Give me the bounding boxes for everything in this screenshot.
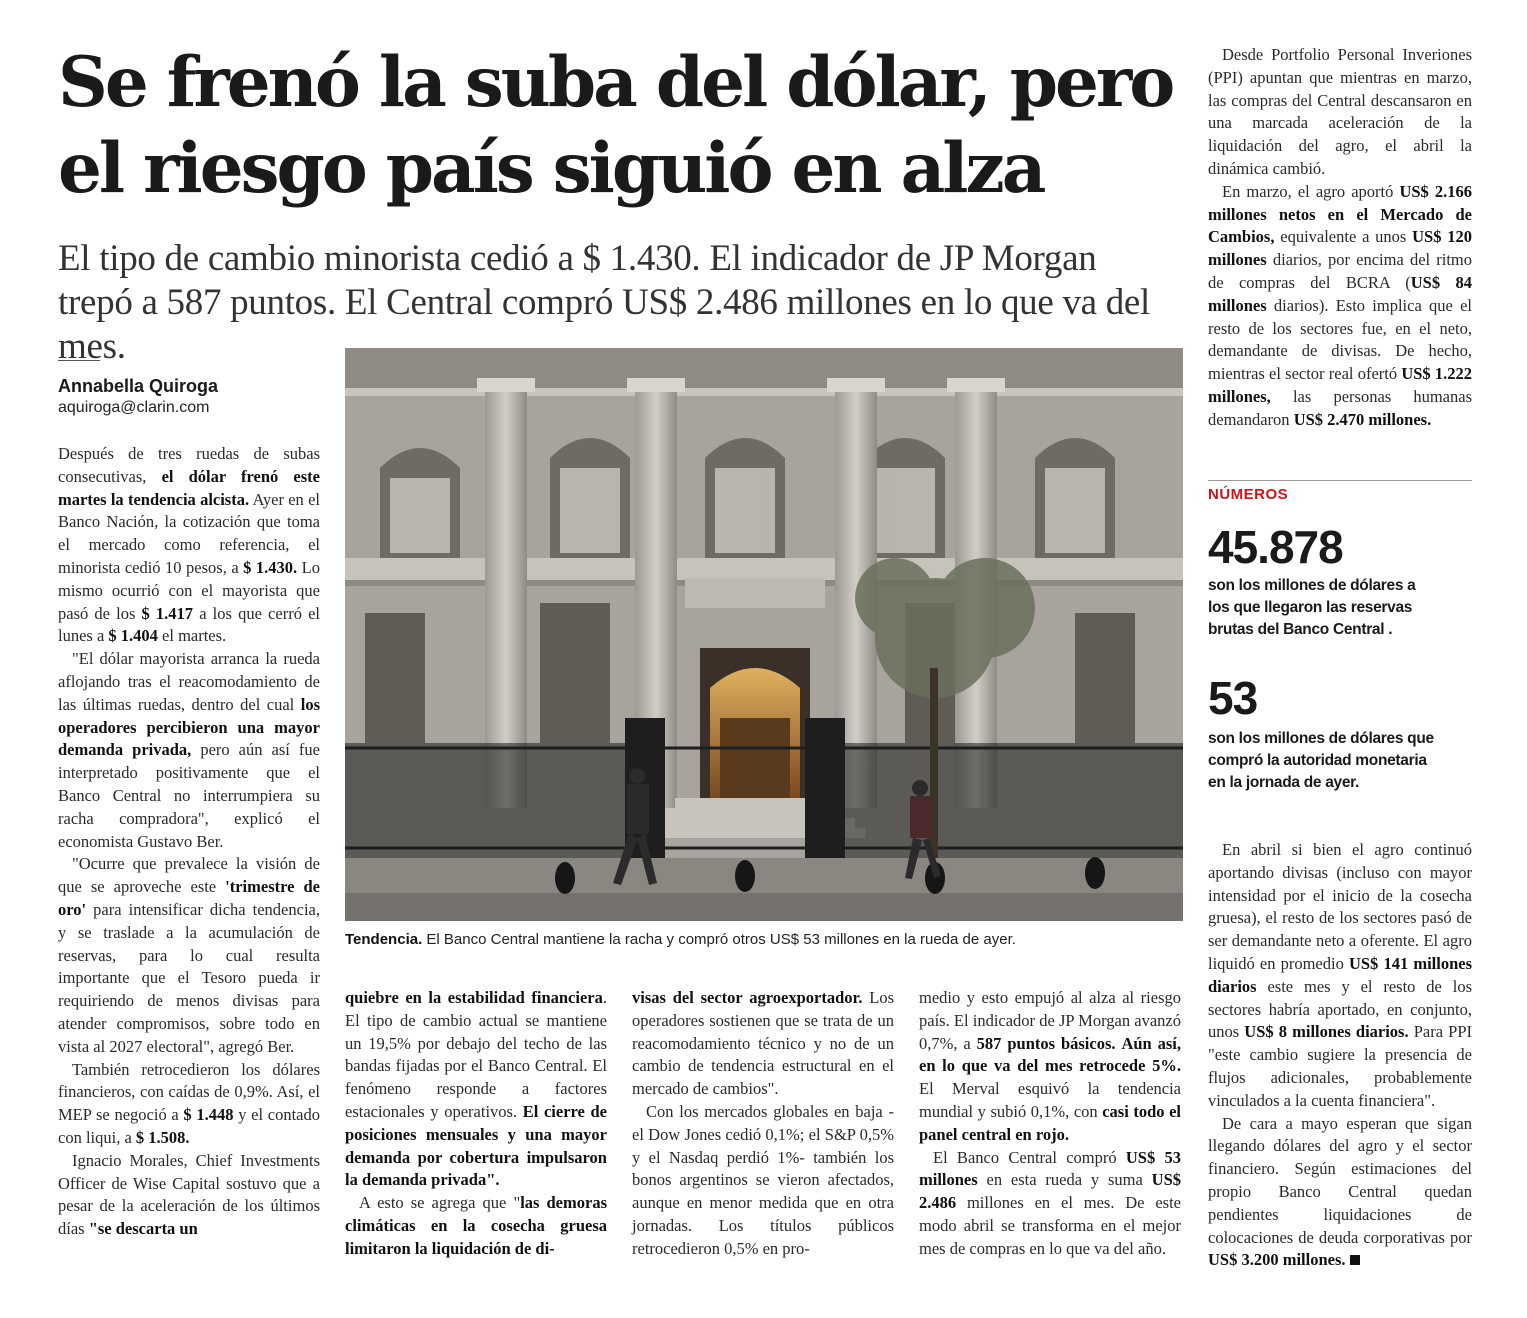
bold-text: US$ 84 millones: [1208, 272, 1472, 315]
bold-text: $ 1.417: [141, 603, 194, 623]
text-run: Ignacio Morales, Chief Investments Officer de Wise Capital sostuvo que a pesar de la aceleración de los últimos días: [58, 1150, 320, 1239]
paragraph: [632, 1101, 894, 1261]
text-run: el martes.: [157, 626, 227, 646]
bold-text: visas del sector agroexportador.: [632, 988, 863, 1007]
numero-desc-1: son los millones de dólares a los que llegaron las reservas brutas del Banco Central .: [1208, 577, 1416, 638]
text-run: para intensificar dicha tendencia, y se traslade a la acumulación de reservas, para lo cual resulta importante que el Tesoro pueda ir requiriendo de menos divisas para atender compromisos, sobre todo en vista al 2027 electoral", agregó Ber.: [58, 899, 320, 1056]
bold-text: los operadores percibieron una mayor demanda privada,: [58, 694, 320, 760]
bold-text: US$ 1.222 millones,: [1208, 364, 1472, 406]
byline-rule: [58, 360, 100, 361]
caption-label: Tendencia.: [345, 931, 423, 948]
text-run: millones en el mes. De este modo abril se transforma en el mejor mes de compras en lo que va del año.: [919, 1193, 1181, 1258]
numero-value-1: 45.878: [1208, 521, 1343, 573]
text-run: diarios, por encima del ritmo de compras del BCRA (: [1208, 250, 1472, 292]
paragraph: [1208, 839, 1472, 1113]
numeros-rule: [1208, 480, 1472, 481]
text-run: En marzo, el agro aportó: [1222, 181, 1400, 201]
bold-text: $ 1.404: [108, 626, 158, 646]
bold-text: US$ 2.166 millones netos en el Mercado de Cambios,: [1208, 181, 1472, 247]
banco-central-photo: [345, 348, 1183, 921]
bold-text: $ 1.430.: [243, 557, 298, 577]
paragraph: [58, 648, 320, 853]
paragraph: [1208, 44, 1472, 181]
bold-text: 'trimestre de oro': [58, 877, 320, 919]
text-run: en esta rueda y suma: [977, 1170, 1152, 1190]
bold-text: $ 1.508.: [135, 1127, 190, 1147]
bold-text: "se descarta un: [88, 1219, 198, 1239]
text-run: A esto se agrega que ": [359, 1193, 521, 1213]
right-column-top: [1208, 44, 1472, 432]
bold-text: 587 puntos básicos.: [976, 1033, 1116, 1053]
headline: Se frenó la suba del dólar, pero el riesgo país siguió en alza: [58, 42, 1173, 209]
text-run: Los operadores sostienen que se trata de un reacomodamiento técnico y no de un cambio de tendencia estructural en el mercado de cambios".: [632, 988, 894, 1099]
bold-text: quiebre en la estabilidad financiera: [345, 988, 603, 1007]
text-run: . El tipo de cambio actual se mantiene un 19,5% por debajo del techo de las bandas fijadas por el Banco Central. El fenómeno responde a factores estacionales y operativos.: [345, 988, 607, 1121]
bold-text: el dólar frenó este martes la tendencia alcista.: [58, 466, 320, 509]
bold-text: US$ 2.486: [919, 1170, 1181, 1213]
paragraph: [919, 1147, 1181, 1261]
body-column-3: [632, 987, 894, 1261]
text-run: pero aún así fue interpretado positivamente que el Banco Central no interrumpiera su racha compradora", explicó el economista Gustavo Ber.: [58, 740, 320, 851]
paragraph: [58, 1150, 320, 1241]
paragraph: [632, 987, 894, 1101]
text-run: equivalente a unos: [1274, 227, 1413, 247]
text-run: En abril si bien el agro continuó aportando divisas (incluso con mayor intensidad por el inicio de la cosecha gruesa), el resto de los sectores pasó de ser demandante neto a oferente. El agro liquidó en promedio: [1208, 840, 1472, 973]
paragraph: [1208, 1113, 1472, 1273]
text-run: "Ocurre que prevalece la visión de que se aproveche este: [58, 854, 320, 897]
paragraph: [58, 1059, 320, 1150]
text-run: El Banco Central compró: [933, 1147, 1126, 1167]
body-column-2: [345, 987, 607, 1261]
paragraph: [345, 987, 607, 1192]
text-run: medio y esto empujó al alza al riesgo país. El indicador de JP Morgan avanzó 0,7%, a: [919, 988, 1181, 1053]
bold-text: $ 1.448: [183, 1105, 234, 1125]
bold-text: casi todo el panel central en rojo.: [919, 1101, 1181, 1144]
paragraph: [345, 1192, 607, 1260]
numero-desc-2: son los millones de dólares que compró la autoridad monetaria en la jornada de ayer.: [1208, 730, 1434, 791]
bold-text: El cierre de posiciones mensuales y una mayor demanda por cobertura impulsaron la demanda privada".: [345, 1101, 607, 1190]
bold-text: US$ 2.470 millones.: [1293, 409, 1432, 429]
text-run: diarios). Esto implica que el resto de los sectores fue, en el neto, demandante de divisas. De hecho, mientras el sector real ofertó: [1208, 295, 1472, 384]
text-run: Desde Portfolio Personal Inveriones (PPI) apuntan que mientras en marzo, las compras del Central descansaron en una marcada aceleración de la liquidación del agro, el abril la dinámica cambió.: [1208, 45, 1472, 178]
body-column-1: [58, 443, 320, 1241]
body-column-4: [919, 987, 1181, 1261]
bold-text: Aún así, en lo que va del mes retrocede 5%.: [919, 1033, 1182, 1076]
text-run: El Merval esquivó la tendencia mundial y subió 0,1%, con: [919, 1079, 1181, 1121]
bold-text: US$ 8 millones diarios.: [1244, 1022, 1409, 1042]
bold-text: US$ 141 millones diarios: [1208, 953, 1472, 996]
text-run: las personas humanas demandaron: [1208, 386, 1472, 429]
text-run: a los que cerró el lunes a: [58, 603, 321, 646]
end-mark-icon: [1350, 1255, 1360, 1265]
bold-text: US$ 53 millones: [919, 1147, 1181, 1190]
text-run: "El dólar mayorista arranca la rueda aflojando tras el reacomodamiento de las últimas ruedas, dentro del cual: [58, 649, 320, 714]
paragraph: [919, 987, 1181, 1147]
text-run: También retrocedieron los dólares financieros, con caídas de 0,9%. Así, el MEP se negoció a: [58, 1059, 320, 1125]
paragraph: [1208, 181, 1472, 432]
subheadline: El tipo de cambio minorista cedió a $ 1.430. El indicador de JP Morgan trepó a 587 puntos. El Central compró US$ 2.486 millones en lo que va del mes.: [58, 238, 1151, 367]
numeros-label: NÚMEROS: [1208, 486, 1289, 503]
text-run: Con los mercados globales en baja -el Dow Jones cedió 0,1%; el S&P 0,5% y el Nasdaq perdió 1%- también los bonos argentinos se vieron afectados, aunque en menor medida que en otra jornadas. Los títulos públicos retrocedieron 0,5% en pro-: [632, 1101, 894, 1258]
right-column-bottom: [1208, 839, 1472, 1272]
text-run: De cara a mayo esperan que sigan llegando dólares del agro y el sector financiero. Según estimaciones del propio Banco Central quedan pendientes liquidaciones de colocaciones de deuda corporativas por: [1208, 1113, 1472, 1247]
bold-text: US$ 3.200 millones.: [1208, 1250, 1346, 1270]
text-run: Ayer en el Banco Nación, la cotización que toma el mercado como referencia, el minorista cedió 10 pesos, a: [58, 489, 320, 577]
photo-caption: [345, 931, 1185, 948]
paragraph: [58, 853, 320, 1058]
paragraph: [58, 443, 320, 648]
text-run: Lo mismo ocurrió con el mayorista que pasó de los: [58, 557, 320, 623]
text-run: Para PPI "este cambio sugiere la presencia de flujos adicionales, probablemente vinculados a la cuenta financiera".: [1208, 1022, 1472, 1110]
bold-text: US$ 120 millones: [1208, 227, 1472, 270]
building-illustration: [345, 348, 1183, 921]
numero-value-2: 53: [1208, 672, 1258, 724]
author-name: Annabella Quiroga: [58, 376, 219, 396]
bold-text: las demoras climáticas en la cosecha gruesa limitaron la liquidación de di-: [345, 1193, 607, 1258]
text-run: Después de tres ruedas de subas consecutivas,: [58, 444, 320, 486]
text-run: este mes y el resto de los sectores habría aportado, en conjunto, unos: [1208, 976, 1472, 1042]
caption-text: El Banco Central mantiene la racha y compró otros US$ 53 millones en la rueda de ayer.: [422, 931, 1016, 948]
author-email[interactable]: aquiroga@clarin.com: [58, 399, 210, 416]
text-run: y el contado con liqui, a: [58, 1105, 320, 1147]
